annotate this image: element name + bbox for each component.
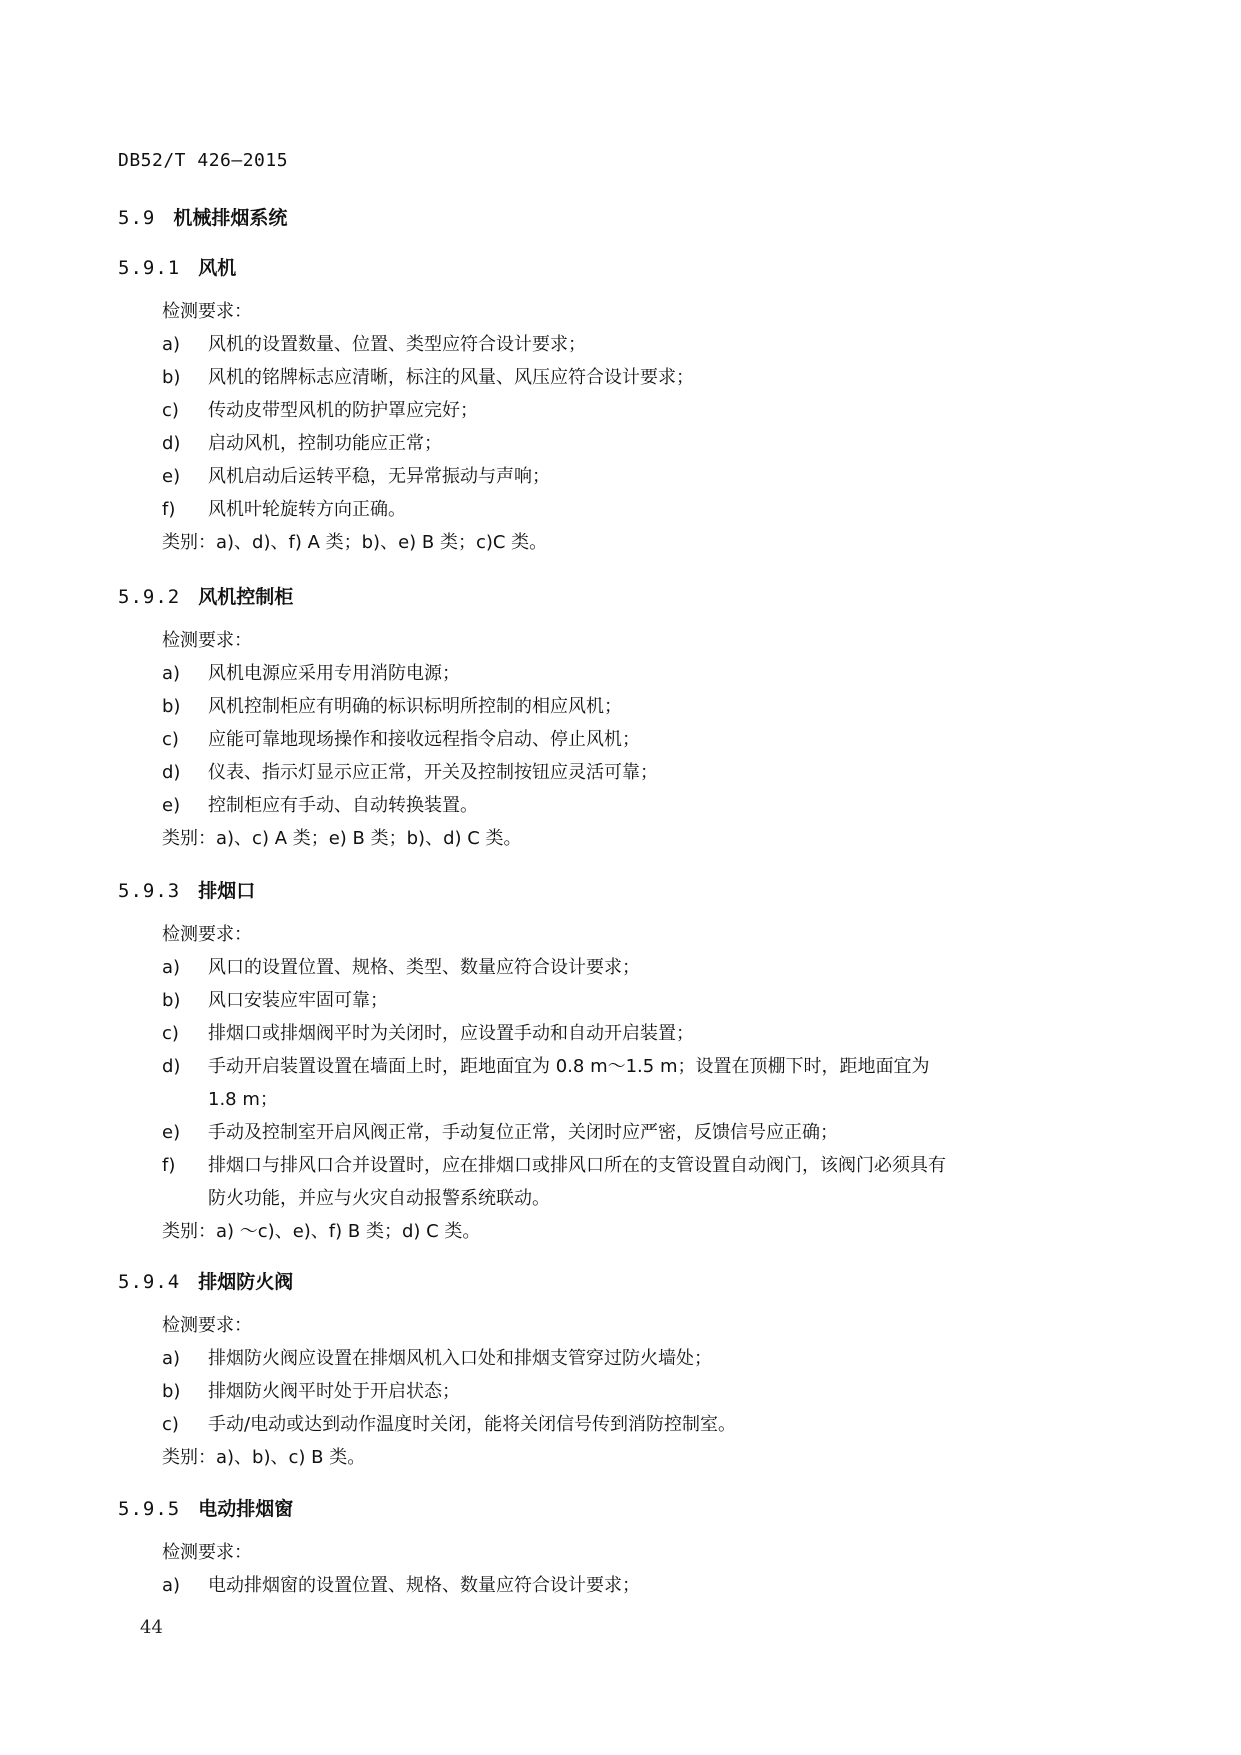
intro-text: 检测要求：: [162, 630, 252, 651]
subsection-title: 电动排烟窗: [198, 1498, 294, 1520]
subsection-number: 5.9.5: [118, 1498, 181, 1520]
page-number: 44: [140, 1617, 163, 1638]
list-item-continuation: 防火功能，并应与火灾自动报警系统联动。: [208, 1188, 550, 1209]
subsection-title: 风机控制柜: [198, 586, 294, 608]
subsection-number: 5.9.1: [118, 257, 181, 279]
section-title: 机械排烟系统: [173, 207, 288, 229]
subsection-heading: [118, 1494, 293, 1521]
list-item-continuation: 1.8 m；: [208, 1089, 278, 1110]
intro-text: 检测要求：: [162, 1542, 252, 1563]
subsection-number: 5.9.3: [118, 880, 181, 902]
intro-text: 检测要求：: [162, 1315, 252, 1336]
intro-text: 检测要求：: [162, 924, 252, 945]
subsection-title: 风机: [198, 257, 237, 279]
document-page: DB52/T 426—2015 5.9 机械排烟系统 5.9.1 风机 检测要求： a) 风机的设置数量、位置、类型应符合设计要求； b) 风机的铭牌标志应清晰，标注的风量、风压应符合设计要求； c) 传动皮带型风机的防护罩应完好； d) 启动风机，控制功能应正常； e) 风机启动后运转平稳，无异常振动与声响； f) 风机叶轮旋转方向正确。 类别：a)、d)、f) A 类；b)、e) B 类；c)C 类。 5.9.2 风机控制柜 检测要求： a) 风机电源应采用专用消防电源； b) 风机控制柜应有明确的标识标明所控制的相应风机； c) 应能可靠地现场操作和接收远程指令启动、停止风机； d) 仪表、指示灯显示应正常，开关及控制按钮应灵活可靠； e) 控制柜应有手动、自动转换装置。 类别：a)、c) A 类；e) B 类；b)、d) C 类。 5.9.3 排烟口 检测要求： a) 风口的设置位置、规格、类型、数量应符合设计要求； b) 风口安装应牢固可靠； c) 排烟口或排烟阀平时为关闭时，应设置手动和自动开启装置； d) 手动开启装置设置在墙面上时，距地面宜为 0.8 m～1.5 m；设置在顶棚下时，距地面宜为 1.8 m； e) 手动及控制室开启风阀正常，手动复位正常，关闭时应严密，反馈信号应正确； f) 排烟口与排风口合并设置时，应在排烟口或排风口所在的支管设置自动阀门，该阀门必须具有 防火功能，并应与火灾自动报警系统联动。 类别：a) ～c)、e)、f) B 类；d) C 类。 5.9.4 排烟防火阀 检测要求： a) 排烟防火阀应设置在排烟风机入口处和排烟支管穿过防火墙处； b) 排烟防火阀平时处于开启状态； c) 手动/电动或达到动作温度时关闭，能将关闭信号传到消防控制室。 类别：a)、b)、c) B 类。 5.9.5 电动排烟窗 检测要求： a) 电动排烟窗的设置位置、规格、数量应符合设计要求； 44: [0, 0, 1241, 1755]
section-number: 5.9: [118, 207, 156, 229]
category-line: 类别：a) ～c)、e)、f) B 类；d) C 类。: [162, 1221, 481, 1242]
subsection-title: 排烟口: [198, 880, 256, 902]
document-code: DB52/T 426—2015: [118, 150, 289, 171]
category-line: 类别：a)、d)、f) A 类；b)、e) B 类；c)C 类。: [162, 532, 548, 553]
subsection-heading: [118, 253, 236, 280]
intro-text: 检测要求：: [162, 301, 252, 322]
section-heading: [118, 203, 287, 230]
category-line: 类别：a)、c) A 类；e) B 类；b)、d) C 类。: [162, 828, 522, 849]
subsection-title: 排烟防火阀: [198, 1271, 294, 1293]
subsection-heading: [118, 876, 255, 903]
subsection-number: 5.9.2: [118, 586, 181, 608]
subsection-heading: [118, 582, 293, 609]
category-line: 类别：a)、b)、c) B 类。: [162, 1447, 366, 1468]
subsection-heading: [118, 1267, 293, 1294]
subsection-number: 5.9.4: [118, 1271, 181, 1293]
